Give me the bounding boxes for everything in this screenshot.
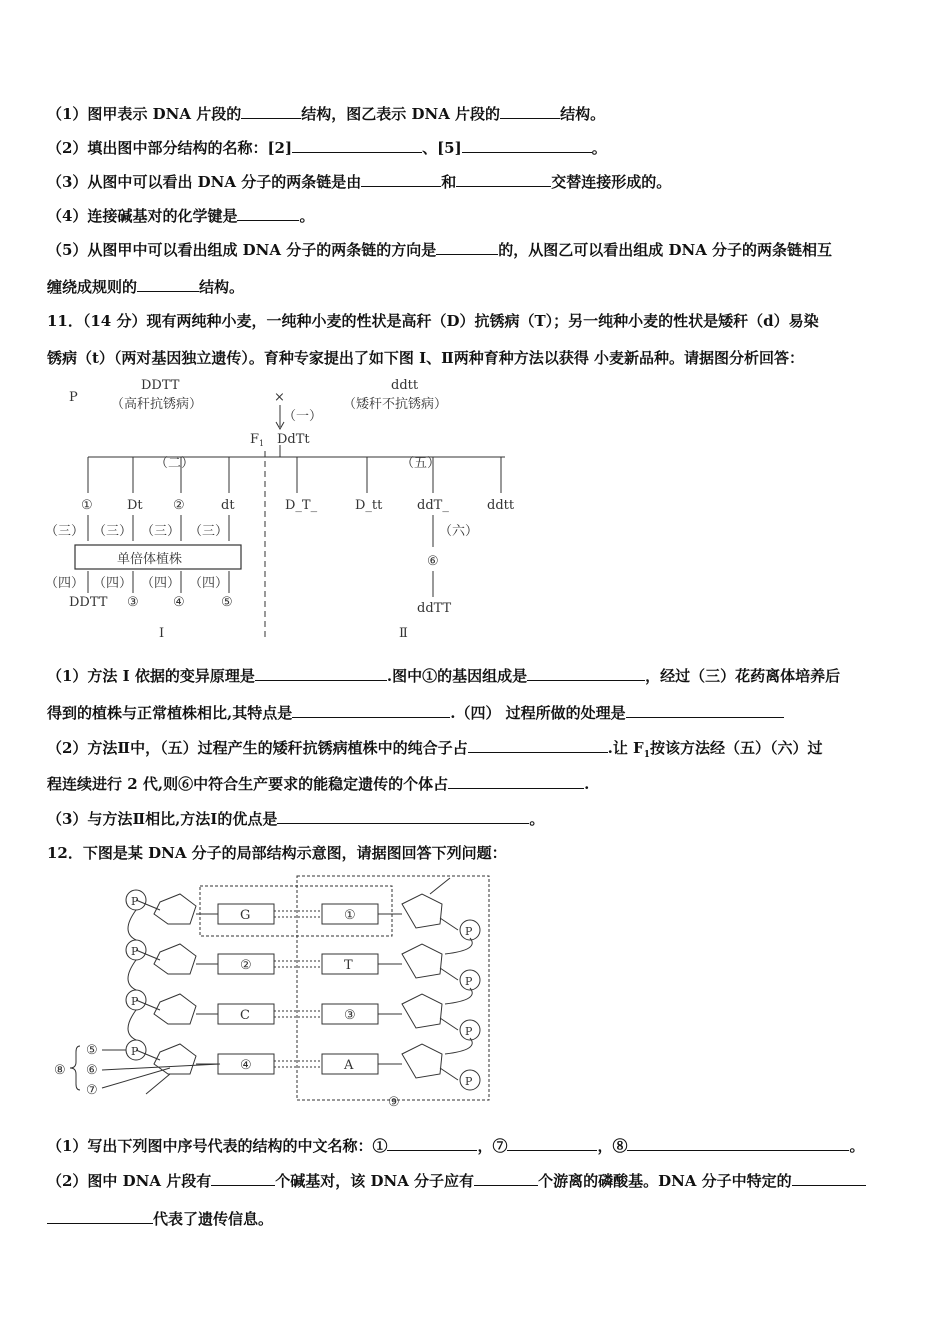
phosphate-label: P: [131, 1045, 139, 1058]
left-base-3: C: [240, 1008, 250, 1023]
phosphate-label: P: [465, 975, 473, 988]
p-label: P: [69, 390, 78, 405]
step-4-label: （四）: [93, 576, 133, 591]
step-4-label: （四）: [189, 576, 229, 591]
q10-line-5: （5）从图甲中可以看出组成 DNA 分子的两条链的方向是 的，从图乙可以看出组成 DNA 分子的两条链相互: [47, 241, 833, 259]
q10-line-2: （2）填出图中部分结构的名称：[2] 、[5] 。: [47, 139, 607, 157]
gamete-3: ②: [173, 498, 185, 513]
answer-blank[interactable]: [448, 773, 584, 789]
f1-genotype: DdTt: [277, 432, 310, 447]
right-base-3: ③: [344, 1008, 356, 1023]
f2-1: D_T_: [285, 498, 318, 513]
answer-blank[interactable]: [527, 665, 645, 681]
answer-blank[interactable]: [292, 702, 450, 718]
right-base-1: ①: [344, 908, 356, 923]
dna-structure-diagram: [50, 872, 500, 1112]
breeding-diagram: [45, 375, 535, 645]
phosphate-label: P: [465, 1025, 473, 1038]
parent1-trait: （高秆抗锈病）: [111, 397, 203, 412]
left-base-1: G: [240, 908, 251, 923]
answer-blank[interactable]: [292, 137, 422, 153]
answer-blank[interactable]: [361, 171, 441, 187]
step-1-label: （一）: [283, 409, 323, 424]
label-9: ⑨: [388, 1095, 400, 1110]
answer-blank[interactable]: [507, 1135, 597, 1151]
result-4: ⑤: [221, 595, 233, 610]
q10-line-4: （4）连接碱基对的化学键是 。: [47, 207, 315, 225]
answer-blank[interactable]: [237, 205, 299, 221]
method-ii-label: Ⅱ: [399, 626, 408, 641]
f2-4: ddtt: [487, 498, 515, 513]
answer-blank[interactable]: [468, 737, 608, 753]
parent2-genotype: ddtt: [391, 378, 419, 393]
step-6-label: （六）: [439, 524, 479, 539]
step-4-label: （四）: [45, 576, 85, 591]
gamete-1: ①: [81, 498, 93, 513]
answer-blank[interactable]: [792, 1170, 866, 1186]
q11-answer-line-1: （1）方法 I 依据的变异原理是 .图中①的基因组成是 ，经过（三）花药离体培养后: [47, 667, 841, 685]
q11-answer-line-3: （2）方法Ⅱ中，（五）过程产生的矮秆抗锈病植株中的纯合子占 .让 $F_1$按该方法经（五）（六）过: [47, 739, 823, 760]
result-1: DDTT: [69, 595, 108, 610]
parent1-genotype: DDTT: [141, 378, 180, 393]
step-3-label: （三）: [45, 524, 85, 539]
q10-line-6: 缠绕成规则的 结构。: [47, 278, 245, 296]
answer-blank[interactable]: [474, 1170, 538, 1186]
phosphate-label: P: [465, 925, 473, 938]
label-8: ⑧: [54, 1063, 66, 1078]
step-2-label: （二）: [155, 456, 195, 471]
step-3-label: （三）: [141, 524, 181, 539]
final-genotype: ddTT: [417, 601, 452, 616]
answer-blank[interactable]: [500, 103, 560, 119]
label-5: ⑤: [86, 1043, 98, 1058]
answer-blank[interactable]: [627, 1135, 849, 1151]
phosphate-label: P: [131, 945, 139, 958]
gamete-4: dt: [221, 498, 235, 513]
f2-3: ddT_: [417, 498, 449, 513]
cross-symbol: ×: [274, 390, 285, 405]
left-base-4: ④: [240, 1058, 252, 1073]
step-4-label: （四）: [141, 576, 181, 591]
q11-stem-line-2: 锈病（t）（两对基因独立遗传）。育种专家提出了如下图 I、Ⅱ两种育种方法以获得 小麦新品种。请据图分析回答：: [47, 349, 805, 367]
six-symbol: ⑥: [427, 554, 439, 569]
method-i-label: I: [159, 626, 165, 641]
answer-blank[interactable]: [387, 1135, 477, 1151]
answer-blank[interactable]: [137, 276, 199, 292]
step-3-label: （三）: [93, 524, 133, 539]
result-3: ④: [173, 595, 185, 610]
answer-blank[interactable]: [47, 1208, 153, 1224]
answer-blank[interactable]: [456, 171, 551, 187]
answer-blank[interactable]: [626, 702, 784, 718]
phosphate-label: P: [131, 995, 139, 1008]
label-7: ⑦: [86, 1083, 98, 1098]
left-base-2: ②: [240, 958, 252, 973]
q11-stem-line-1: 11．（14 分）现有两纯种小麦，一纯种小麦的性状是高秆（D）抗锈病（T）；另一纯种小麦的性状是矮秆（d）易染: [47, 312, 819, 330]
q10-line-1: （1）图甲表示 DNA 片段的 结构，图乙表示 DNA 片段的 结构。: [47, 105, 606, 123]
q11-answer-line-4: 程连续进行 2 代,则⑥中符合生产要求的能稳定遗传的个体占 .: [47, 775, 590, 793]
q12-answer-line-3: 代表了遗传信息。: [47, 1208, 273, 1229]
gamete-2: Dt: [127, 498, 143, 513]
q10-line-3: （3）从图中可以看出 DNA 分子的两条链是由 和 交替连接形成的。: [47, 173, 672, 191]
answer-blank[interactable]: [462, 137, 592, 153]
phosphate-label: P: [131, 895, 139, 908]
f2-2: D_tt: [355, 498, 383, 513]
parent2-trait: （矮秆不抗锈病）: [343, 397, 448, 412]
right-base-2: T: [344, 958, 353, 973]
result-2: ③: [127, 595, 139, 610]
right-base-4: A: [344, 1058, 354, 1073]
q11-answer-line-5: （3）与方法Ⅱ相比,方法Ⅰ的优点是 。: [47, 810, 545, 828]
answer-blank[interactable]: [211, 1170, 275, 1186]
q12-answer-line-1: （1）写出下列图中序号代表的结构的中文名称：① ，⑦ ，⑧ 。: [47, 1137, 865, 1155]
step-5-label: （五）: [401, 456, 441, 471]
answer-blank[interactable]: [436, 239, 498, 255]
q12-stem: 12．下图是某 DNA 分子的局部结构示意图，请据图回答下列问题：: [47, 844, 507, 862]
label-6: ⑥: [86, 1063, 98, 1078]
q12-answer-line-2: （2）图中 DNA 片段有 个碱基对，该 DNA 分子应有 个游离的磷酸基。DNA 分子中特定的: [47, 1170, 866, 1191]
answer-blank[interactable]: [241, 103, 301, 119]
haploid-label: 单倍体植株: [117, 552, 183, 567]
q11-answer-line-2: 得到的植株与正常植株相比,其特点是 .（四） 过程所做的处理是: [47, 702, 784, 723]
step-3-label: （三）: [189, 524, 229, 539]
answer-blank[interactable]: [277, 808, 529, 824]
f1-label: $F_1$: [250, 432, 265, 448]
phosphate-label: P: [465, 1075, 473, 1088]
answer-blank[interactable]: [255, 665, 387, 681]
